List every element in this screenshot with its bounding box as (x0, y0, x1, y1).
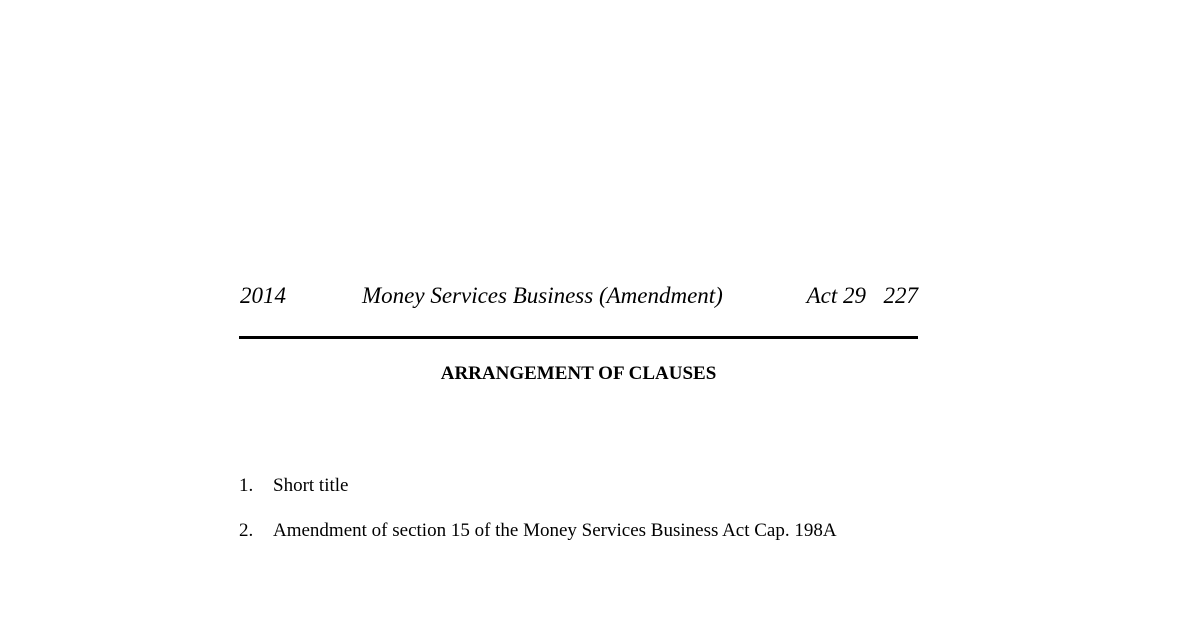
clause-item (239, 519, 939, 564)
clause-number: 2. (239, 520, 254, 541)
clause-text: Short title (273, 475, 349, 496)
clause-item (239, 474, 939, 519)
header-title: Money Services Business (Amendment) (362, 283, 723, 308)
running-header (240, 279, 918, 313)
header-page-number: 227 (883, 283, 918, 308)
header-year: 2014 (240, 283, 286, 308)
section-heading: ARRANGEMENT OF CLAUSES (440, 363, 717, 384)
header-act-number: Act 29 (806, 283, 866, 308)
header-rule (239, 336, 918, 339)
clause-list (239, 474, 939, 564)
clause-number: 1. (239, 475, 254, 496)
clause-text: Amendment of section 15 of the Money Services Business Act Cap. 198A (273, 520, 837, 541)
